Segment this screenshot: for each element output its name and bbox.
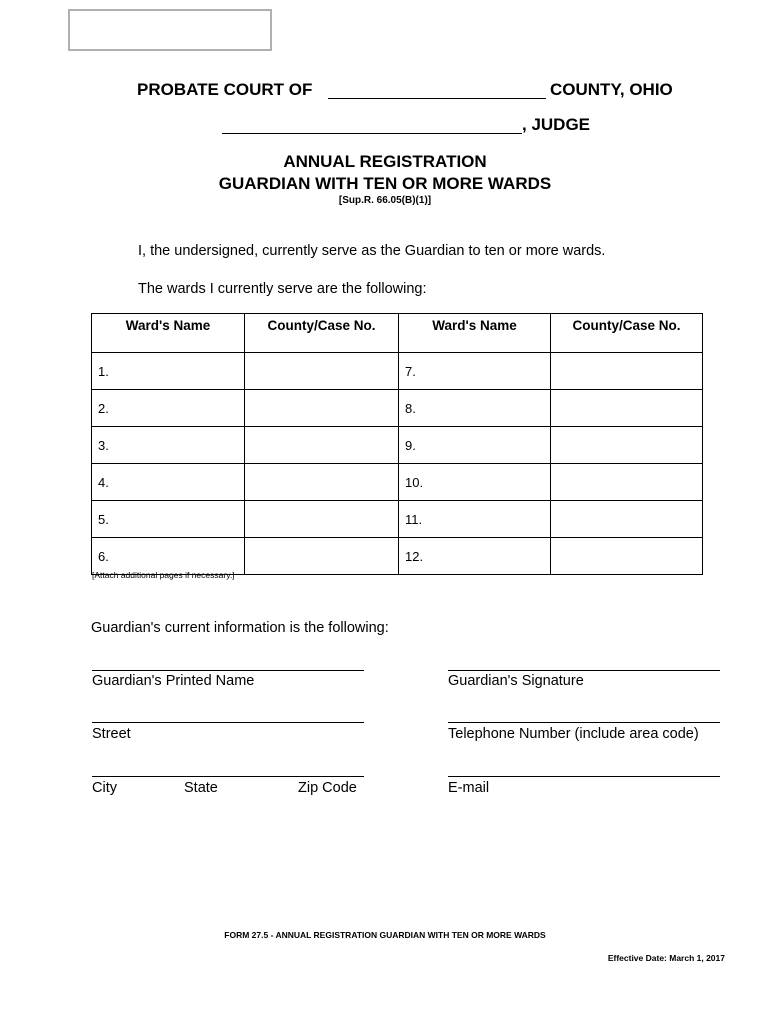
ward-name-cell[interactable]: 4.	[92, 464, 245, 501]
ward-name-cell[interactable]: 2.	[92, 390, 245, 427]
county-case-cell[interactable]	[245, 538, 399, 575]
printed-name-line[interactable]	[92, 670, 364, 671]
form-title: ANNUAL REGISTRATION	[283, 152, 487, 171]
county-case-cell[interactable]	[245, 464, 399, 501]
header-county-case-1: County/Case No.	[245, 314, 399, 353]
zip-label: Zip Code	[298, 780, 357, 796]
ward-name-cell[interactable]: 12.	[399, 538, 551, 575]
form-footer: FORM 27.5 - ANNUAL REGISTRATION GUARDIAN WITH TEN OR MORE WARDS	[224, 930, 546, 940]
county-case-cell[interactable]	[551, 427, 703, 464]
ward-name-cell[interactable]: 8.	[399, 390, 551, 427]
judge-blank-line[interactable]	[222, 133, 522, 134]
court-prefix: PROBATE COURT OF	[137, 80, 313, 99]
wards-list-intro: The wards I currently serve are the following:	[138, 281, 427, 297]
ward-name-cell[interactable]: 10.	[399, 464, 551, 501]
county-case-cell[interactable]	[551, 501, 703, 538]
ward-name-cell[interactable]: 11.	[399, 501, 551, 538]
printed-name-label: Guardian's Printed Name	[92, 673, 255, 689]
signature-line[interactable]	[448, 670, 720, 671]
header-county-case-2: County/Case No.	[551, 314, 703, 353]
ward-name-cell[interactable]: 9.	[399, 427, 551, 464]
email-line[interactable]	[448, 776, 720, 777]
table-row	[92, 538, 703, 575]
county-case-cell[interactable]	[245, 390, 399, 427]
county-case-cell[interactable]	[245, 501, 399, 538]
wards-table	[91, 313, 703, 575]
rule-reference: [Sup.R. 66.05(B)(1)]	[338, 195, 432, 206]
street-line[interactable]	[92, 722, 364, 723]
form-subtitle: GUARDIAN WITH TEN OR MORE WARDS	[218, 174, 552, 193]
city-state-zip-line[interactable]	[92, 776, 364, 777]
ward-name-cell[interactable]: 6.	[92, 538, 245, 575]
county-case-cell[interactable]	[551, 390, 703, 427]
county-blank-line[interactable]	[328, 98, 546, 99]
ward-name-cell[interactable]: 5.	[92, 501, 245, 538]
table-row	[92, 353, 703, 390]
telephone-line[interactable]	[448, 722, 720, 723]
table-row	[92, 464, 703, 501]
guardian-statement: I, the undersigned, currently serve as the Guardian to ten or more wards.	[138, 243, 606, 259]
effective-date: Effective Date: March 1, 2017	[607, 953, 725, 963]
county-case-cell[interactable]	[551, 464, 703, 501]
attach-pages-note: [Attach additional pages if necessary.]	[92, 570, 235, 580]
table-row	[92, 427, 703, 464]
header-wards-name-1: Ward's Name	[92, 314, 245, 353]
telephone-label: Telephone Number (include area code)	[448, 726, 699, 742]
table-row	[92, 501, 703, 538]
header-wards-name-2: Ward's Name	[399, 314, 551, 353]
guardian-info-intro: Guardian's current information is the following:	[91, 620, 389, 636]
table-row	[92, 390, 703, 427]
filing-stamp-box	[68, 9, 272, 51]
street-label: Street	[92, 726, 131, 742]
county-case-cell[interactable]	[551, 538, 703, 575]
ward-name-cell[interactable]: 7.	[399, 353, 551, 390]
judge-suffix: , JUDGE	[522, 115, 591, 134]
state-label: State	[184, 780, 218, 796]
table-header-row	[92, 314, 703, 353]
signature-label: Guardian's Signature	[448, 673, 584, 689]
county-case-cell[interactable]	[551, 353, 703, 390]
ward-name-cell[interactable]: 1.	[92, 353, 245, 390]
county-case-cell[interactable]	[245, 427, 399, 464]
city-label: City	[92, 780, 117, 796]
ward-name-cell[interactable]: 3.	[92, 427, 245, 464]
county-case-cell[interactable]	[245, 353, 399, 390]
court-suffix: COUNTY, OHIO	[550, 80, 673, 99]
email-label: E-mail	[448, 780, 490, 796]
